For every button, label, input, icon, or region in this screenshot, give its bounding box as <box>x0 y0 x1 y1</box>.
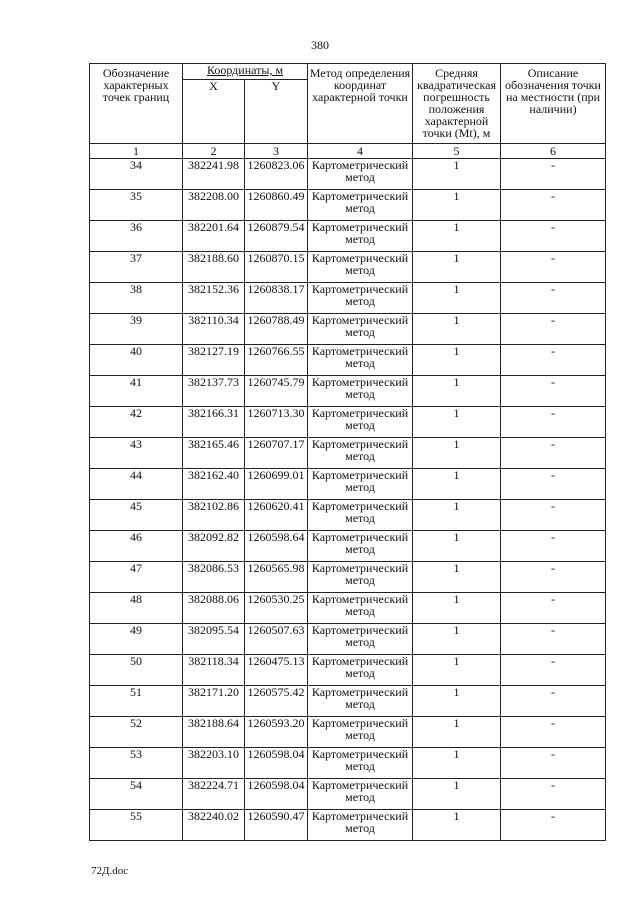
description-cell: - <box>501 469 606 500</box>
description-cell: - <box>501 407 606 438</box>
y-coordinate-cell: 1260870.15 <box>245 252 308 283</box>
error-cell: 1 <box>413 221 501 252</box>
x-coordinate-cell: 382095.54 <box>183 624 245 655</box>
table-row <box>90 469 606 500</box>
x-coordinate-cell: 382092.82 <box>183 531 245 562</box>
y-coordinate-cell: 1260879.54 <box>245 221 308 252</box>
point-number-cell: 36 <box>90 221 183 252</box>
point-number-cell: 38 <box>90 283 183 314</box>
column-number: 5 <box>413 144 501 159</box>
error-cell: 1 <box>413 531 501 562</box>
error-cell: 1 <box>413 190 501 221</box>
y-coordinate-cell: 1260860.49 <box>245 190 308 221</box>
error-cell: 1 <box>413 314 501 345</box>
point-number-cell: 43 <box>90 438 183 469</box>
point-number-cell: 50 <box>90 655 183 686</box>
header-error: Средняя квадратическая погрешность положения характерной точки (Mt), м <box>413 64 501 144</box>
column-number: 2 <box>183 144 245 159</box>
error-cell: 1 <box>413 376 501 407</box>
y-coordinate-cell: 1260565.98 <box>245 562 308 593</box>
error-cell: 1 <box>413 345 501 376</box>
description-cell: - <box>501 810 606 841</box>
method-cell: Картометрический метод <box>308 562 413 593</box>
header-point-designation: Обозначение характерных точек границ <box>90 64 183 144</box>
column-number: 6 <box>501 144 606 159</box>
description-cell: - <box>501 717 606 748</box>
description-cell: - <box>501 345 606 376</box>
y-coordinate-cell: 1260620.41 <box>245 500 308 531</box>
description-cell: - <box>501 438 606 469</box>
error-cell: 1 <box>413 500 501 531</box>
point-number-cell: 46 <box>90 531 183 562</box>
table-row <box>90 500 606 531</box>
point-number-cell: 47 <box>90 562 183 593</box>
description-cell: - <box>501 748 606 779</box>
error-cell: 1 <box>413 252 501 283</box>
method-cell: Картометрический метод <box>308 438 413 469</box>
description-cell: - <box>501 624 606 655</box>
table-row <box>90 717 606 748</box>
page-number: 380 <box>311 38 329 52</box>
point-number-cell: 48 <box>90 593 183 624</box>
y-coordinate-cell: 1260590.47 <box>245 810 308 841</box>
method-cell: Картометрический метод <box>308 624 413 655</box>
table-row <box>90 686 606 717</box>
table-row <box>90 531 606 562</box>
y-coordinate-cell: 1260507.63 <box>245 624 308 655</box>
y-coordinate-cell: 1260575.42 <box>245 686 308 717</box>
table-row <box>90 190 606 221</box>
table-body <box>90 159 606 841</box>
method-cell: Картометрический метод <box>308 500 413 531</box>
point-number-cell: 45 <box>90 500 183 531</box>
table-row <box>90 562 606 593</box>
error-cell: 1 <box>413 407 501 438</box>
table-row <box>90 283 606 314</box>
error-cell: 1 <box>413 810 501 841</box>
method-cell: Картометрический метод <box>308 655 413 686</box>
coordinates-table <box>89 63 606 841</box>
point-number-cell: 49 <box>90 624 183 655</box>
x-coordinate-cell: 382240.02 <box>183 810 245 841</box>
method-cell: Картометрический метод <box>308 221 413 252</box>
point-number-cell: 51 <box>90 686 183 717</box>
table-row <box>90 221 606 252</box>
point-number-cell: 42 <box>90 407 183 438</box>
table-row <box>90 345 606 376</box>
method-cell: Картометрический метод <box>308 748 413 779</box>
error-cell: 1 <box>413 686 501 717</box>
method-cell: Картометрический метод <box>308 283 413 314</box>
description-cell: - <box>501 655 606 686</box>
x-coordinate-cell: 382152.36 <box>183 283 245 314</box>
method-cell: Картометрический метод <box>308 686 413 717</box>
x-coordinate-cell: 382137.73 <box>183 376 245 407</box>
point-number-cell: 55 <box>90 810 183 841</box>
description-cell: - <box>501 779 606 810</box>
x-coordinate-cell: 382201.64 <box>183 221 245 252</box>
y-coordinate-cell: 1260713.30 <box>245 407 308 438</box>
error-cell: 1 <box>413 748 501 779</box>
error-cell: 1 <box>413 655 501 686</box>
point-number-cell: 40 <box>90 345 183 376</box>
table-row <box>90 407 606 438</box>
description-cell: - <box>501 531 606 562</box>
method-cell: Картометрический метод <box>308 717 413 748</box>
description-cell: - <box>501 221 606 252</box>
point-number-cell: 39 <box>90 314 183 345</box>
error-cell: 1 <box>413 593 501 624</box>
error-cell: 1 <box>413 779 501 810</box>
error-cell: 1 <box>413 624 501 655</box>
header-coordinates: Координаты, м <box>183 64 308 80</box>
x-coordinate-cell: 382241.98 <box>183 159 245 190</box>
point-number-cell: 37 <box>90 252 183 283</box>
description-cell: - <box>501 252 606 283</box>
table-row <box>90 438 606 469</box>
x-coordinate-cell: 382127.19 <box>183 345 245 376</box>
x-coordinate-cell: 382188.64 <box>183 717 245 748</box>
point-number-cell: 35 <box>90 190 183 221</box>
description-cell: - <box>501 500 606 531</box>
table-row <box>90 624 606 655</box>
x-coordinate-cell: 382166.31 <box>183 407 245 438</box>
y-coordinate-cell: 1260788.49 <box>245 314 308 345</box>
table-row <box>90 159 606 190</box>
x-coordinate-cell: 382171.20 <box>183 686 245 717</box>
error-cell: 1 <box>413 469 501 500</box>
column-number: 3 <box>245 144 308 159</box>
method-cell: Картометрический метод <box>308 593 413 624</box>
y-coordinate-cell: 1260838.17 <box>245 283 308 314</box>
column-numbers-row <box>90 144 606 159</box>
table-row <box>90 810 606 841</box>
method-cell: Картометрический метод <box>308 779 413 810</box>
error-cell: 1 <box>413 283 501 314</box>
description-cell: - <box>501 376 606 407</box>
point-number-cell: 44 <box>90 469 183 500</box>
table-row <box>90 314 606 345</box>
table-row <box>90 252 606 283</box>
header-method: Метод определения координат характерной точки <box>308 64 413 144</box>
header-x: X <box>183 80 245 144</box>
error-cell: 1 <box>413 438 501 469</box>
point-number-cell: 41 <box>90 376 183 407</box>
method-cell: Картометрический метод <box>308 531 413 562</box>
header-y: Y <box>245 80 308 144</box>
description-cell: - <box>501 283 606 314</box>
x-coordinate-cell: 382203.10 <box>183 748 245 779</box>
y-coordinate-cell: 1260766.55 <box>245 345 308 376</box>
x-coordinate-cell: 382208.00 <box>183 190 245 221</box>
description-cell: - <box>501 314 606 345</box>
y-coordinate-cell: 1260699.01 <box>245 469 308 500</box>
y-coordinate-cell: 1260475.13 <box>245 655 308 686</box>
point-number-cell: 34 <box>90 159 183 190</box>
method-cell: Картометрический метод <box>308 159 413 190</box>
point-number-cell: 52 <box>90 717 183 748</box>
error-cell: 1 <box>413 562 501 593</box>
table-row <box>90 593 606 624</box>
method-cell: Картометрический метод <box>308 345 413 376</box>
method-cell: Картометрический метод <box>308 252 413 283</box>
point-number-cell: 54 <box>90 779 183 810</box>
description-cell: - <box>501 593 606 624</box>
table-row <box>90 376 606 407</box>
description-cell: - <box>501 686 606 717</box>
table-row <box>90 655 606 686</box>
table-row <box>90 748 606 779</box>
y-coordinate-cell: 1260598.04 <box>245 748 308 779</box>
table-row <box>90 779 606 810</box>
y-coordinate-cell: 1260530.25 <box>245 593 308 624</box>
method-cell: Картометрический метод <box>308 314 413 345</box>
error-cell: 1 <box>413 717 501 748</box>
y-coordinate-cell: 1260745.79 <box>245 376 308 407</box>
description-cell: - <box>501 562 606 593</box>
y-coordinate-cell: 1260707.17 <box>245 438 308 469</box>
x-coordinate-cell: 382102.86 <box>183 500 245 531</box>
column-number: 1 <box>90 144 183 159</box>
point-number-cell: 53 <box>90 748 183 779</box>
x-coordinate-cell: 382088.06 <box>183 593 245 624</box>
method-cell: Картометрический метод <box>308 407 413 438</box>
footer-filename: 72Д.doc <box>91 865 129 877</box>
x-coordinate-cell: 382118.34 <box>183 655 245 686</box>
method-cell: Картометрический метод <box>308 376 413 407</box>
method-cell: Картометрический метод <box>308 190 413 221</box>
method-cell: Картометрический метод <box>308 469 413 500</box>
x-coordinate-cell: 382188.60 <box>183 252 245 283</box>
error-cell: 1 <box>413 159 501 190</box>
x-coordinate-cell: 382162.40 <box>183 469 245 500</box>
y-coordinate-cell: 1260823.06 <box>245 159 308 190</box>
y-coordinate-cell: 1260593.20 <box>245 717 308 748</box>
header-description: Описание обозначения точки на местности (при наличии) <box>501 64 606 144</box>
y-coordinate-cell: 1260598.04 <box>245 779 308 810</box>
x-coordinate-cell: 382165.46 <box>183 438 245 469</box>
x-coordinate-cell: 382086.53 <box>183 562 245 593</box>
method-cell: Картометрический метод <box>308 810 413 841</box>
column-number: 4 <box>308 144 413 159</box>
x-coordinate-cell: 382110.34 <box>183 314 245 345</box>
description-cell: - <box>501 159 606 190</box>
description-cell: - <box>501 190 606 221</box>
x-coordinate-cell: 382224.71 <box>183 779 245 810</box>
y-coordinate-cell: 1260598.64 <box>245 531 308 562</box>
